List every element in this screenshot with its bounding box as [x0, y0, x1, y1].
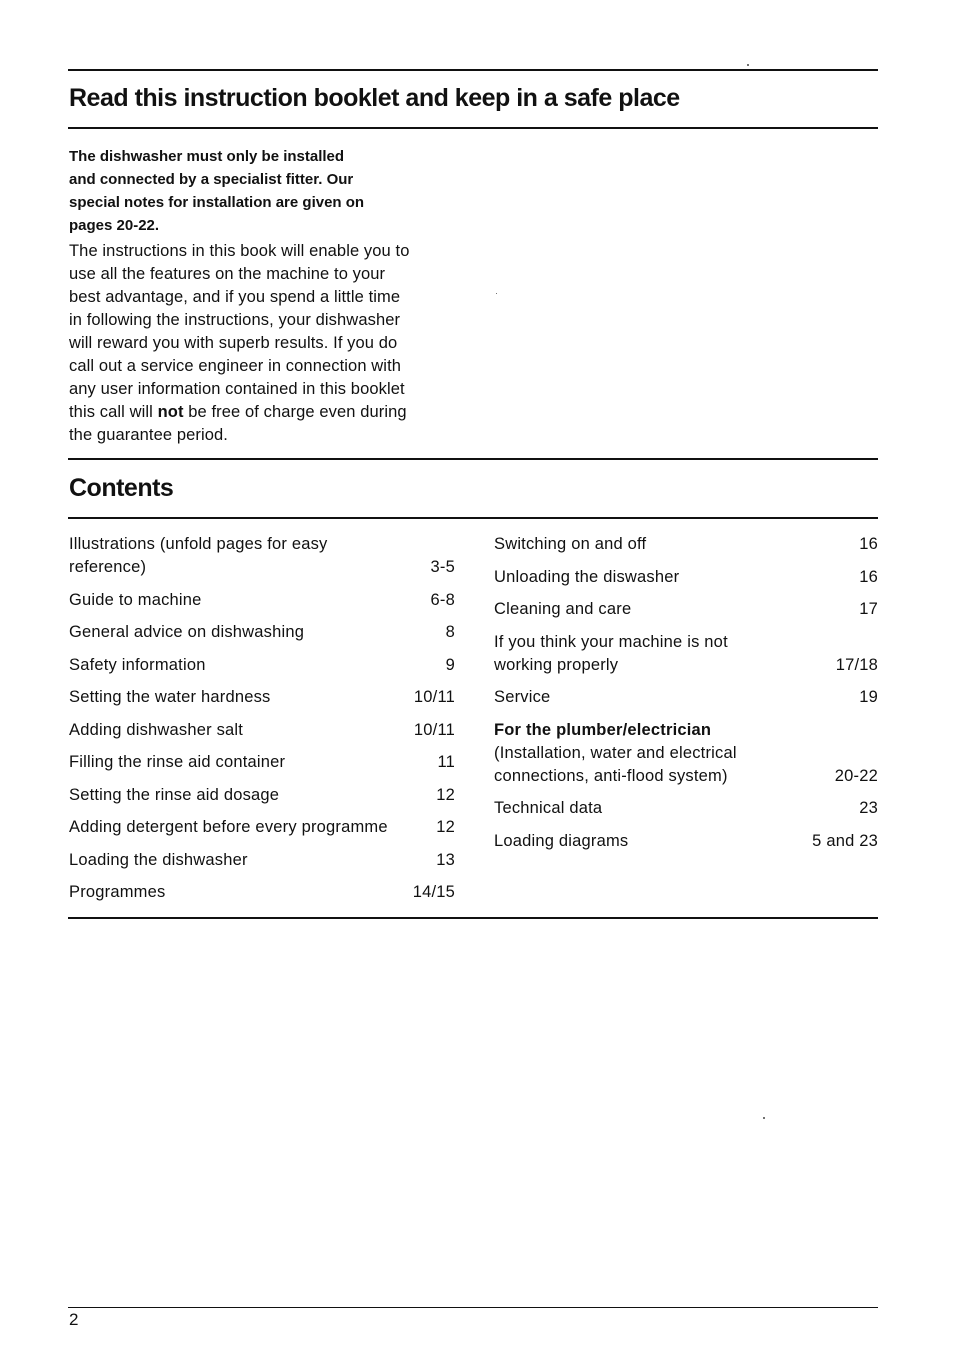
- intro-paragraph: [69, 240, 464, 447]
- toc-page: 16: [859, 567, 878, 586]
- toc-entry-plumber[interactable]: [494, 719, 878, 788]
- toc-page: 8: [445, 623, 455, 641]
- toc-page: 3-5: [430, 558, 455, 576]
- toc-title: Adding dishwasher salt: [69, 720, 244, 739]
- print-speck: [496, 293, 497, 294]
- notice-line: The dishwasher must only be installed: [69, 148, 345, 165]
- toc-title: Loading diagrams: [494, 831, 629, 850]
- toc-title: [494, 719, 782, 788]
- toc-entry[interactable]: [69, 751, 455, 774]
- toc-page: 17/18: [835, 655, 878, 674]
- page-number: 2: [69, 1310, 79, 1329]
- footer-rule: [68, 1307, 878, 1308]
- toc-title: General advice on dishwashing: [69, 623, 305, 641]
- toc-title: Setting the rinse aid dosage: [69, 785, 280, 804]
- toc-page: 16: [859, 535, 878, 553]
- toc-entry[interactable]: [494, 598, 878, 621]
- toc-page: 6-8: [430, 590, 455, 609]
- toc-entry[interactable]: [69, 881, 455, 904]
- toc-title: Illustrations (unfold pages for easy reference): [69, 535, 328, 576]
- toc-title: Unloading the diswasher: [494, 567, 680, 586]
- intro-line: the guarantee period.: [69, 426, 228, 444]
- toc-entry[interactable]: [69, 686, 455, 709]
- toc-entry[interactable]: [69, 621, 455, 644]
- toc-title: Guide to machine: [69, 590, 202, 609]
- toc-title-detail: (Installation, water and electrical connections, anti-flood system): [494, 743, 737, 785]
- contents-bottom-rule: [68, 917, 878, 919]
- toc-entry[interactable]: [494, 686, 878, 709]
- toc-title: Technical data: [494, 799, 603, 817]
- toc-title-bold: For the plumber/electrician: [494, 720, 712, 739]
- toc-entry[interactable]: [69, 816, 455, 839]
- contents-right-column: [494, 533, 878, 862]
- toc-entry[interactable]: [69, 533, 455, 579]
- toc-entry[interactable]: [69, 719, 455, 742]
- toc-page: 19: [859, 688, 878, 706]
- toc-page: 10/11: [413, 688, 455, 706]
- toc-page: 14/15: [412, 883, 455, 901]
- toc-entry[interactable]: [69, 654, 455, 677]
- toc-entry[interactable]: [494, 797, 878, 820]
- intro-line: The instructions in this book will enable you to: [69, 242, 410, 260]
- intro-section: [69, 145, 464, 447]
- toc-entry[interactable]: [494, 533, 878, 556]
- print-speck: [763, 1117, 765, 1119]
- toc-entry[interactable]: [69, 589, 455, 612]
- toc-title: Safety information: [69, 655, 206, 674]
- toc-title: Filling the rinse aid container: [69, 753, 286, 771]
- toc-title: If you think your machine is not working properly: [494, 632, 728, 674]
- intro-line: will reward you with superb results. If you do: [69, 334, 398, 352]
- intro-line: call out a service engineer in connection with: [69, 357, 402, 375]
- intro-line-text: this call will: [69, 403, 158, 421]
- toc-title: Service: [494, 688, 551, 706]
- contents-top-rule: [68, 458, 878, 460]
- contents-title: Contents: [69, 474, 174, 502]
- intro-line: any user information contained in this booklet: [69, 380, 405, 398]
- print-speck: [747, 64, 749, 66]
- toc-entry[interactable]: [69, 849, 455, 872]
- toc-page: 9: [445, 655, 455, 674]
- toc-title: Programmes: [69, 883, 166, 901]
- contents-left-column: [69, 533, 455, 914]
- toc-entry[interactable]: [494, 830, 878, 853]
- intro-line: use all the features on the machine to your: [69, 265, 386, 283]
- toc-title: Switching on and off: [494, 535, 647, 553]
- toc-page: 11: [437, 753, 455, 771]
- toc-entry[interactable]: [494, 631, 878, 677]
- toc-page: 12: [436, 785, 455, 804]
- toc-title: Setting the water hardness: [69, 688, 271, 706]
- toc-page: 23: [859, 799, 878, 817]
- toc-page: 5 and 23: [812, 831, 878, 850]
- toc-title: Cleaning and care: [494, 600, 632, 618]
- intro-line-text: be free of charge even during: [183, 403, 407, 421]
- toc-page: 13: [436, 850, 455, 869]
- toc-page: 10/11: [413, 720, 455, 739]
- notice-line: pages 20-22.: [69, 217, 160, 234]
- toc-entry[interactable]: [69, 784, 455, 807]
- top-rule: [68, 69, 878, 71]
- toc-page: 12: [436, 818, 455, 836]
- page-title: Read this instruction booklet and keep in a safe place: [69, 84, 680, 112]
- title-underline: [68, 127, 878, 129]
- intro-line: best advantage, and if you spend a little time: [69, 288, 401, 306]
- contents-underline: [68, 517, 878, 519]
- toc-page: 20-22: [834, 766, 878, 785]
- toc-title: Adding detergent before every programme: [69, 818, 388, 836]
- notice-line: special notes for installation are given on: [69, 194, 365, 211]
- emphasis-not: not: [157, 403, 184, 421]
- toc-page: 17: [859, 600, 878, 618]
- intro-line: in following the instructions, your dishwasher: [69, 311, 401, 329]
- notice-line: and connected by a specialist fitter. Our: [69, 171, 354, 188]
- installation-notice: [69, 145, 429, 237]
- toc-title: Loading the dishwasher: [69, 850, 248, 869]
- toc-entry[interactable]: [494, 566, 878, 589]
